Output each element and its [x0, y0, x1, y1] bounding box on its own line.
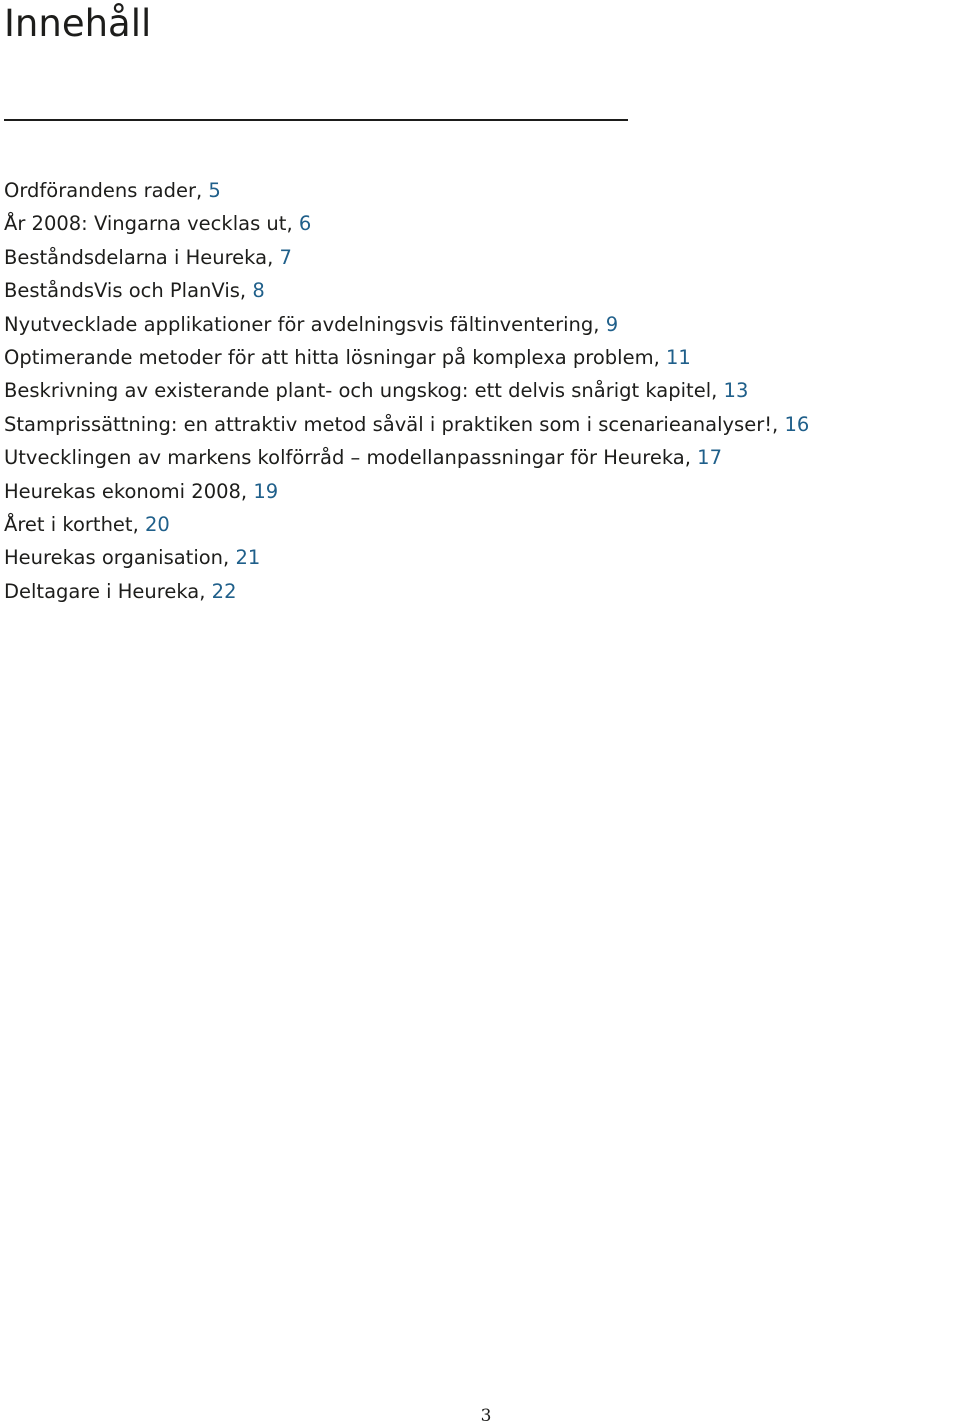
toc-entry-title: Heurekas organisation [4, 546, 224, 570]
toc-entry-title: Beskrivning av existerande plant- och ungskog: ett delvis snårigt kapitel [4, 379, 712, 403]
toc-entry[interactable] [4, 308, 954, 341]
toc-page-number: 17 [697, 446, 722, 470]
toc-entry-title: Stamprissättning: en attraktiv metod såväl i praktiken som i scenarieanalyser! [4, 412, 773, 436]
toc-entry-title: Optimerande metoder för att hitta lösningar på komplexa problem [4, 345, 654, 369]
toc-page-number: 22 [211, 579, 237, 603]
toc-entry-title: Deltagare i Heureka [4, 579, 200, 603]
toc-page-number: 19 [253, 479, 279, 503]
page-number-footer: 3 [480, 1406, 492, 1426]
toc-entry-title: Nyutvecklade applikationer för avdelningsvis fältinventering [4, 312, 594, 336]
toc-separator: , [240, 479, 254, 503]
toc-entry[interactable] [4, 174, 954, 207]
toc-page-number: 8 [252, 279, 265, 303]
toc-page-number: 6 [298, 212, 312, 236]
toc-entry[interactable] [4, 274, 954, 307]
toc-entry-title: BeståndsVis och PlanVis [4, 279, 240, 303]
toc-entry[interactable] [4, 374, 954, 407]
table-of-contents [4, 174, 954, 608]
toc-entry-title: Ordförandens rader [4, 179, 196, 202]
toc-entry-title: Utvecklingen av markens kolförråd – modellanpassningar för Heureka [4, 446, 685, 470]
toc-entry-title: Året i korthet [4, 512, 133, 536]
toc-entry-title: Heurekas ekonomi 2008 [4, 479, 241, 503]
toc-entry[interactable] [4, 408, 954, 441]
toc-separator: , [772, 412, 785, 436]
toc-separator: , [286, 212, 299, 236]
toc-separator: , [239, 279, 253, 303]
toc-entry-title: År 2008: Vingarna vecklas ut [4, 212, 287, 236]
toc-separator: , [684, 446, 698, 470]
toc-separator: , [593, 312, 606, 336]
toc-separator: , [195, 179, 209, 202]
toc-entry[interactable] [4, 207, 954, 240]
toc-separator: , [132, 512, 145, 536]
toc-entry[interactable] [4, 341, 954, 374]
toc-page-number: 9 [605, 312, 619, 336]
toc-page-number: 20 [144, 512, 170, 536]
toc-page-number: 21 [235, 546, 261, 570]
toc-separator: , [267, 245, 280, 269]
toc-entry[interactable] [4, 241, 954, 274]
toc-entry[interactable] [4, 541, 954, 574]
toc-separator: , [199, 579, 212, 603]
toc-separator: , [711, 379, 724, 403]
toc-page-number: 7 [279, 245, 292, 269]
page-title: Innehåll [4, 2, 152, 45]
toc-separator: , [653, 345, 666, 369]
title-divider [4, 119, 628, 121]
toc-entry[interactable] [4, 575, 954, 608]
toc-entry[interactable] [4, 508, 954, 541]
toc-entry-title: Beståndsdelarna i Heureka [4, 245, 268, 269]
toc-page-number: 5 [208, 179, 221, 202]
toc-separator: , [223, 546, 236, 570]
toc-page-number: 13 [723, 379, 749, 403]
toc-page-number: 16 [784, 412, 810, 436]
toc-page-number: 11 [665, 345, 691, 369]
toc-entry[interactable] [4, 441, 954, 474]
toc-entry[interactable] [4, 475, 954, 508]
